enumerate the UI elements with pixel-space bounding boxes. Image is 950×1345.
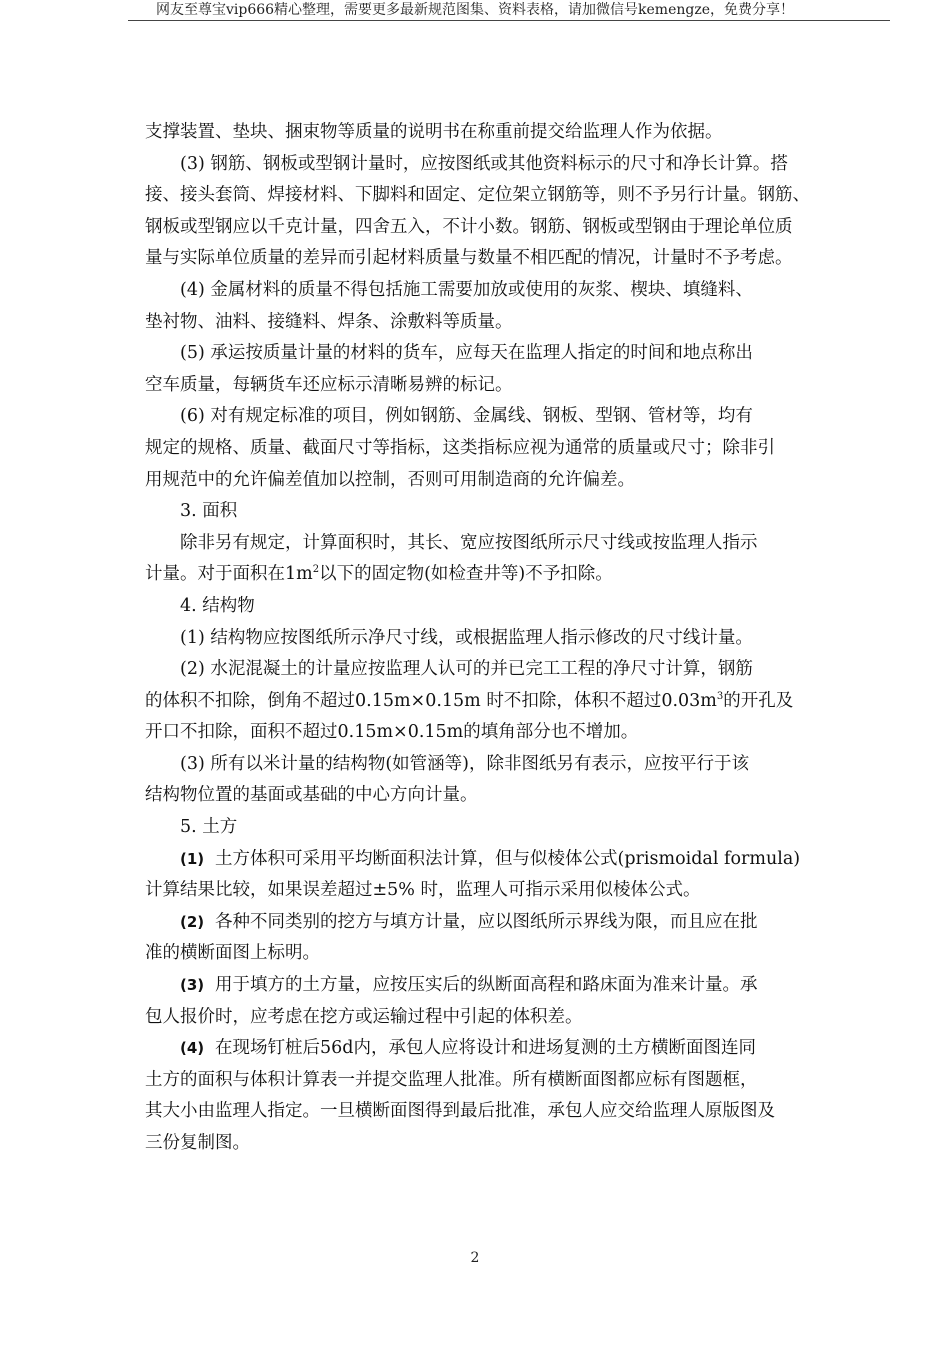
text-line: 量与实际单位质量的差异而引起材料质量与数量不相匹配的情况，计量时不予考虑。 bbox=[145, 248, 793, 269]
list-marker: (2) bbox=[180, 912, 205, 931]
text-fragment: 以下的固定物(如检查井等)不予扣除。 bbox=[319, 564, 613, 585]
text-line: (4) 金属材料的质量不得包括施工需要加放或使用的灰浆、楔块、填缝料、 bbox=[180, 279, 753, 300]
text-line: 支撑装置、垫块、捆束物等质量的说明书在称重前提交给监理人作为依据。 bbox=[145, 122, 723, 142]
text-line: 开口不扣除，面积不超过0.15m×0.15m的填角部分也不增加。 bbox=[145, 722, 639, 743]
text-fragment: 的开孔及 bbox=[723, 690, 794, 711]
text-line: 空车质量，每辆货车还应标示清晰易辨的标记。 bbox=[145, 374, 513, 395]
text-line: (6) 对有规定标准的项目，例如钢筋、金属线、钢板、型钢、管材等，均有 bbox=[180, 406, 753, 427]
section-heading-structure: 4. 结构物 bbox=[180, 595, 255, 616]
header-rule bbox=[128, 20, 890, 21]
text-line: 用规范中的允许偏差值加以控制，否则可用制造商的允许偏差。 bbox=[145, 469, 635, 490]
page-number: 2 bbox=[470, 1250, 480, 1266]
document-body bbox=[145, 117, 825, 1160]
text-line: 计算结果比较，如果误差超过±5% 时，监理人可指示采用似棱体公式。 bbox=[145, 880, 701, 901]
text-line: 垫衬物、油料、接缝料、焊条、涂敷料等质量。 bbox=[145, 311, 513, 332]
text-line: 规定的规格、质量、截面尺寸等指标，这类指标应视为通常的质量或尺寸；除非引 bbox=[145, 437, 775, 458]
superscript: 2 bbox=[312, 564, 320, 576]
superscript: 3 bbox=[716, 690, 724, 702]
text-line: 钢板或型钢应以千克计量，四舍五入，不计小数。钢筋、钢板或型钢由于理论单位质 bbox=[145, 216, 793, 237]
text-line: 其大小由监理人指定。一旦横断面图得到最后批准，承包人应交给监理人原版图及 bbox=[145, 1101, 775, 1122]
section-heading-earthwork: 5. 土方 bbox=[180, 817, 238, 838]
text-line: 结构物位置的基面或基础的中心方向计量。 bbox=[145, 785, 478, 806]
text-line bbox=[145, 844, 825, 876]
list-marker: (4) bbox=[180, 1039, 205, 1058]
text-line: 准的横断面图上标明。 bbox=[145, 943, 320, 964]
text-line bbox=[145, 1033, 825, 1065]
list-marker: (1) bbox=[180, 849, 205, 868]
section-heading-area: 3. 面积 bbox=[180, 501, 238, 522]
text-line: (1) 结构物应按图纸所示净尺寸线，或根据监理人指示修改的尺寸线计量。 bbox=[180, 627, 753, 648]
text-line bbox=[145, 970, 825, 1002]
text-line: 三份复制图。 bbox=[145, 1133, 250, 1153]
text-line bbox=[145, 907, 825, 939]
text-fragment: 的体积不扣除，倒角不超过0.15m×0.15m 时不扣除，体积不超过0.03m bbox=[145, 690, 717, 711]
text-fragment: 在现场钉桩后56d内，承包人应将设计和进场复测的土方横断面图连同 bbox=[215, 1038, 756, 1059]
text-line bbox=[145, 686, 825, 718]
text-fragment: 用于填方的土方量，应按压实后的纵断面高程和路床面为准来计量。承 bbox=[215, 975, 758, 996]
text-fragment: 各种不同类别的挖方与填方计量，应以图纸所示界线为限，而且应在批 bbox=[215, 911, 758, 932]
text-line: 接、接头套筒、焊接材料、下脚料和固定、定位架立钢筋等，则不予另行计量。钢筋、 bbox=[145, 185, 810, 206]
text-line: (5) 承运按质量计量的材料的货车，应每天在监理人指定的时间和地点称出 bbox=[180, 343, 753, 364]
text-line: (3) 所有以米计量的结构物(如管涵等)，除非图纸另有表示，应按平行于该 bbox=[180, 753, 750, 774]
text-line bbox=[145, 559, 825, 591]
text-line: 除非另有规定，计算面积时，其长、宽应按图纸所示尺寸线或按监理人指示 bbox=[180, 532, 758, 553]
text-line: (3) 钢筋、钢板或型钢计量时，应按图纸或其他资料标示的尺寸和净长计算。搭 bbox=[180, 153, 788, 174]
text-fragment: 土方体积可采用平均断面积法计算，但与似棱体公式(prismoidal formula) bbox=[215, 848, 801, 869]
text-fragment: 计量。对于面积在1m bbox=[145, 564, 313, 585]
text-line: 土方的面积与体积计算表一并提交监理人批准。所有横断面图都应标有图题框， bbox=[145, 1069, 758, 1090]
text-line: (2) 水泥混凝土的计量应按监理人认可的并已完工工程的净尺寸计算，钢筋 bbox=[180, 659, 753, 680]
text-line: 包人报价时，应考虑在挖方或运输过程中引起的体积差。 bbox=[145, 1006, 583, 1027]
list-marker: (3) bbox=[180, 976, 205, 995]
header-notice: 网友至尊宝vip666精心整理，需要更多最新规范图集、资料表格，请加微信号kemengze，免费分享！ bbox=[155, 2, 795, 18]
